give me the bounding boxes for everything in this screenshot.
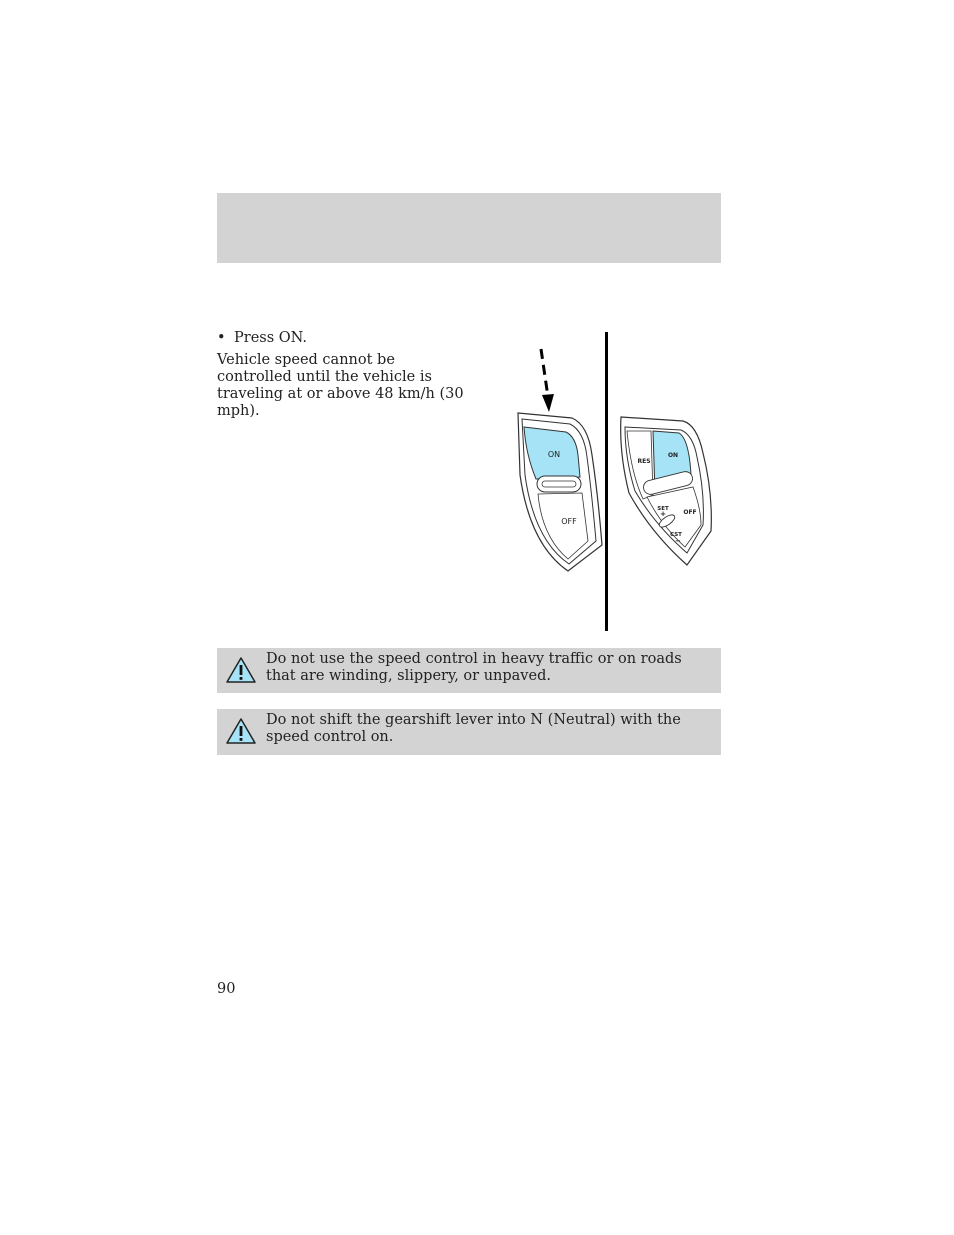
on-button-label: ON [547,450,561,459]
illustration-divider [605,332,608,631]
warning-text: Do not shift the gearshift lever into N (Neutral) with the speed control on. [266,712,681,745]
bullet-symbol: • [217,330,226,346]
press-arrow-icon [541,349,554,412]
speed-control-switch-cluster-illustration [617,413,715,568]
set-plus-sign: + [660,510,666,518]
bullet-item [217,330,307,347]
section-header-band [217,193,721,263]
cst-button-label: CST [670,532,682,538]
warning-triangle-icon [225,717,257,745]
page-number: 90 [217,981,236,997]
warning-box [217,648,721,693]
off-button-label: OFF [561,517,577,526]
res-button-label: RES [637,458,651,465]
warning-box [217,709,721,755]
body-paragraph: Vehicle speed cannot be controlled until the vehicle is traveling at or above 48 km/h (30 mph). [217,352,464,419]
warning-text: Do not use the speed control in heavy traffic or on roads that are winding, slippery, or unpaved. [266,651,682,684]
warning-triangle-icon [225,656,257,684]
set-button-label: SET [657,506,669,512]
off-button-label: OFF [683,509,697,516]
speed-control-on-switch-illustration [512,345,604,575]
bullet-text: Press ON. [234,330,308,346]
on-button-label: ON [667,452,679,459]
cst-minus-sign: − [675,537,681,545]
